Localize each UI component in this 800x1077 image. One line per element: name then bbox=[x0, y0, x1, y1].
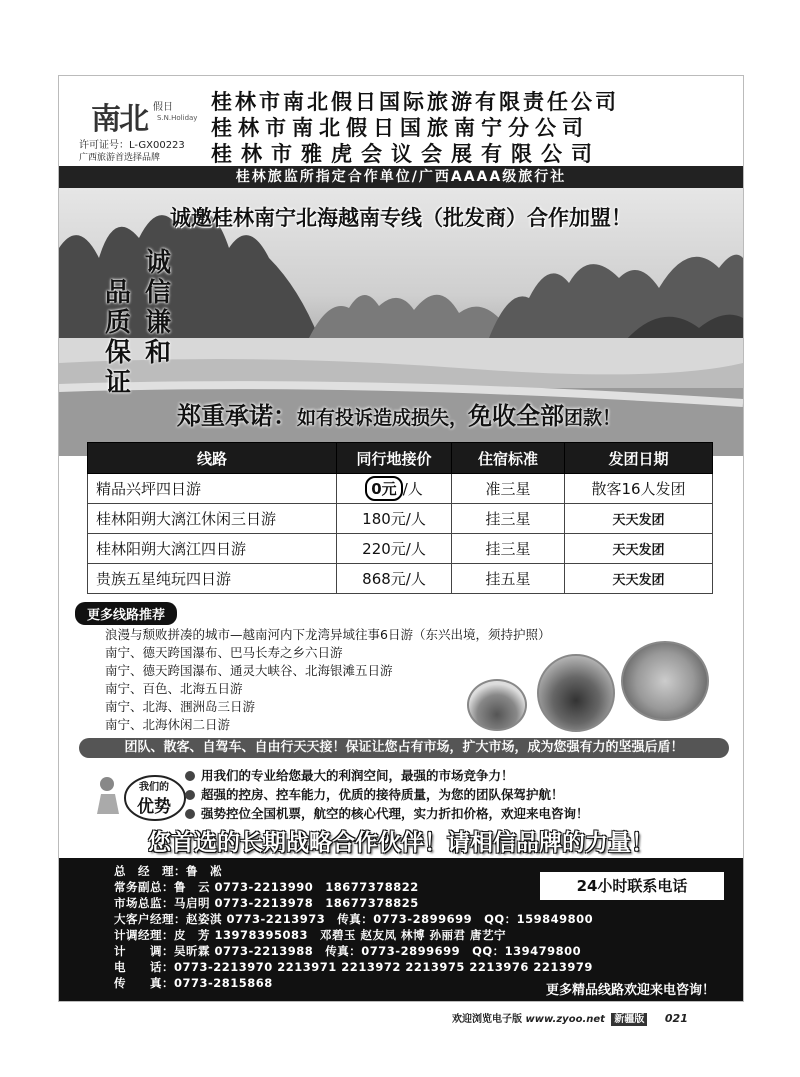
list-item: 南宁、德天跨国瀑布、巴马长寿之乡六日游 bbox=[105, 645, 343, 660]
price-cell: 220元/人 bbox=[337, 534, 452, 564]
contact-row: 传 真：0773-2815868 bbox=[114, 976, 273, 990]
badge-top-text: 我们的 bbox=[139, 782, 169, 793]
date-cell: 天天发团 bbox=[565, 504, 713, 534]
hotline-box: 24小时联系电话 bbox=[540, 872, 724, 900]
slogan-char: 证 bbox=[104, 368, 131, 398]
table-row bbox=[88, 504, 713, 534]
badge-main-text: 优势 bbox=[137, 797, 171, 817]
beach-photo bbox=[621, 641, 709, 721]
accreditation-bar: 桂林旅监所指定合作单位/广西AAAA级旅行社 bbox=[59, 166, 743, 188]
slogan-char: 质 bbox=[104, 308, 131, 338]
slogan-char: 和 bbox=[144, 338, 171, 368]
solemn-promise bbox=[177, 396, 621, 431]
contact-row: 计 调：吴昕霖 0773-2213988 传真：0773-2899699 QQ：139479800 bbox=[114, 944, 582, 958]
slogan-char: 信 bbox=[144, 278, 171, 308]
contact-panel bbox=[59, 858, 743, 1001]
route-cell: 桂林阳朔大漓江休闲三日游 bbox=[88, 504, 337, 534]
price-cell bbox=[337, 474, 452, 504]
contact-row: 大客户经理：赵姿淇 0773-2213973 传真：0773-2899699 QQ：159849800 bbox=[114, 912, 594, 926]
column-header: 发团日期 bbox=[565, 443, 713, 474]
scenic-banner bbox=[59, 188, 743, 456]
company-name-2: 桂林市南北假日国旅南宁分公司 bbox=[211, 116, 589, 140]
website-link[interactable]: www.zyoo.net bbox=[525, 1014, 605, 1025]
more-routes-label: 更多线路推荐 bbox=[75, 602, 177, 625]
license-number: 许可证号：L-GX00223 bbox=[79, 140, 185, 151]
promise-tail: 团款！ bbox=[564, 407, 622, 429]
date-cell: 天天发团 bbox=[565, 564, 713, 594]
date-cell: 天天发团 bbox=[565, 534, 713, 564]
bullet-icon bbox=[185, 809, 195, 819]
logo-en: S.N.Holiday bbox=[157, 114, 198, 122]
hotel-cell: 挂三星 bbox=[452, 534, 565, 564]
church-photo bbox=[537, 654, 615, 732]
edition-badge: 新疆版 bbox=[611, 1013, 647, 1026]
page-footer bbox=[452, 1010, 688, 1025]
list-item: 浪漫与颓败拼凑的城市—越南河内下龙湾异域往事6日游（东兴出境，须持护照） bbox=[105, 627, 551, 642]
route-cell: 桂林阳朔大漓江四日游 bbox=[88, 534, 337, 564]
page-number: 021 bbox=[664, 1012, 688, 1025]
table-row bbox=[88, 474, 713, 504]
column-header: 线路 bbox=[88, 443, 337, 474]
company-logo bbox=[77, 86, 207, 163]
bullet-icon bbox=[185, 771, 195, 781]
hotel-cell: 挂三星 bbox=[452, 504, 565, 534]
list-item: 南宁、北海、涠洲岛三日游 bbox=[105, 699, 256, 714]
hotel-cell: 挂五星 bbox=[452, 564, 565, 594]
company-name-3: 桂林市雅虎会议会展有限公司 bbox=[211, 142, 601, 166]
list-item: 超强的控房、控车能力，优质的接待质量，为您的团队保驾护航！ bbox=[185, 785, 589, 804]
logo-mark: 南北 bbox=[91, 102, 147, 137]
hotel-cell: 准三星 bbox=[452, 474, 565, 504]
company-name-1: 桂林市南北假日国际旅游有限责任公司 bbox=[211, 90, 619, 114]
service-strip: 团队、散客、自驾车、自由行天天接！保证让您占有市场，扩大市场，成为您强有力的坚强后盾！ bbox=[79, 738, 729, 758]
price-table bbox=[87, 442, 713, 594]
brand-line: 广西旅游首选择品牌 bbox=[79, 153, 161, 163]
contact-row: 总 经 理：鲁 凇 bbox=[114, 864, 222, 878]
column-header: 住宿标准 bbox=[452, 443, 565, 474]
price-unit: /人 bbox=[402, 480, 423, 498]
list-item: 南宁、北海休闲二日游 bbox=[105, 717, 231, 732]
list-item: 南宁、百色、北海五日游 bbox=[105, 681, 243, 696]
slogan-char: 谦 bbox=[144, 308, 171, 338]
bullet-icon bbox=[185, 790, 195, 800]
slogan-char: 保 bbox=[104, 338, 131, 368]
welcome-inquiry: 更多精品线路欢迎来电咨询！ bbox=[545, 983, 715, 998]
list-item: 用我们的专业给您最大的利润空间，最强的市场竞争力！ bbox=[185, 766, 589, 785]
slogan-char: 品 bbox=[104, 278, 131, 308]
slogan-char: 诚 bbox=[144, 248, 171, 278]
date-cell: 散客16人发团 bbox=[565, 474, 713, 504]
browse-text: 欢迎浏览电子版 bbox=[452, 1014, 522, 1025]
partner-slogan: 您首选的长期战略合作伙伴！请相信品牌的力量！ bbox=[148, 830, 654, 856]
logo-sub: 假日 bbox=[153, 102, 173, 113]
contact-row: 市场总监：马启明 0773-2213978 18677378825 bbox=[114, 896, 419, 910]
column-header: 同行地接价 bbox=[337, 443, 452, 474]
table-header-row bbox=[88, 443, 713, 474]
advantages-list bbox=[185, 766, 589, 823]
contact-row: 计调经理：皮 芳 13978395083 邓碧玉 赵友凤 林博 孙丽君 唐艺宁 bbox=[114, 928, 507, 942]
table-row bbox=[88, 534, 713, 564]
coastline-photo bbox=[467, 679, 527, 731]
list-item: 强势控位全国机票，航空的核心代理，实力折扣价格，欢迎来电咨询！ bbox=[185, 804, 589, 823]
price-cell: 180元/人 bbox=[337, 504, 452, 534]
promise-emphasis: 免收全部 bbox=[468, 402, 565, 430]
promise-label: 郑重承诺： bbox=[177, 402, 297, 430]
slogan-left-column bbox=[103, 278, 133, 398]
slogan-right-column bbox=[143, 248, 173, 368]
table-row bbox=[88, 564, 713, 594]
contact-row: 常务副总：鲁 云 0773-2213990 18677378822 bbox=[114, 880, 419, 894]
route-cell: 精品兴坪四日游 bbox=[88, 474, 337, 504]
zero-price-badge: 0元 bbox=[365, 476, 402, 501]
list-item: 南宁、德天跨国瀑布、通灵大峡谷、北海银滩五日游 bbox=[105, 663, 393, 678]
recruitment-headline: 诚邀桂林南宁北海越南专线（批发商）合作加盟！ bbox=[170, 206, 632, 230]
promise-text: 如有投诉造成损失， bbox=[297, 407, 469, 429]
price-cell: 868元/人 bbox=[337, 564, 452, 594]
route-cell: 贵族五星纯玩四日游 bbox=[88, 564, 337, 594]
contact-row: 电 话：0773-2213970 2213971 2213972 2213975 2213976 2213979 bbox=[114, 960, 593, 974]
advertisement-page bbox=[58, 75, 744, 1002]
advantages-badge bbox=[85, 766, 195, 830]
